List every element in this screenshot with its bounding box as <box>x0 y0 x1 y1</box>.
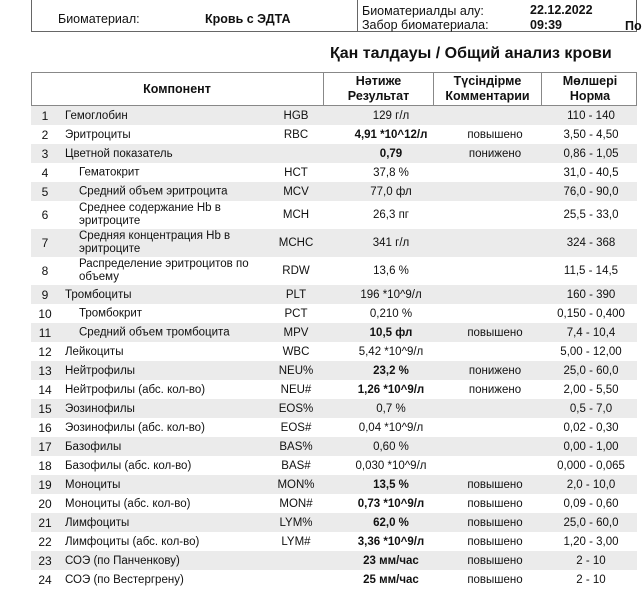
component-code: MON% <box>277 478 315 491</box>
table-row <box>31 551 637 570</box>
table-row <box>31 285 637 304</box>
component-name: Базофилы <box>65 440 122 453</box>
result-value: 196 *10^9/л <box>360 288 422 301</box>
component-name: Лимфоциты (абс. кол-во) <box>65 535 200 548</box>
norm-range: 25,0 - 60,0 <box>563 364 619 377</box>
header-divider <box>357 0 358 32</box>
norm-range: 0,5 - 7,0 <box>569 402 613 415</box>
component-name: Цветной показатель <box>65 147 173 160</box>
result-value: 77,0 фл <box>370 185 412 198</box>
component-code: HGB <box>283 109 309 122</box>
table-row <box>31 361 637 380</box>
result-value: 0,73 *10^9/л <box>357 497 425 510</box>
component-code: MCH <box>282 209 310 221</box>
row-number: 17 <box>38 439 52 454</box>
result-value: 129 г/л <box>372 109 410 122</box>
table-row <box>31 513 637 532</box>
norm-range: 110 - 140 <box>567 109 615 122</box>
component-code: EOS% <box>278 402 314 415</box>
row-number: 7 <box>41 236 49 250</box>
component-code: BAS# <box>281 459 311 472</box>
component-code: MCV <box>283 185 309 198</box>
component-name: Базофилы (абс. кол-во) <box>65 459 192 472</box>
table-row <box>31 257 637 285</box>
component-name: Моноциты <box>65 478 121 491</box>
norm-range: 7,4 - 10,4 <box>566 326 616 339</box>
row-number: 2 <box>41 127 49 142</box>
component-name: СОЭ (по Вестергрену) <box>65 573 184 586</box>
norm-range: 25,0 - 60,0 <box>563 516 619 529</box>
column-header-component: Компонент <box>143 81 211 96</box>
result-value: 1,26 *10^9/л <box>357 383 425 396</box>
component-code: MPV <box>283 326 309 339</box>
component-name: Гемоглобин <box>65 109 128 122</box>
component-code: LYM% <box>279 516 313 529</box>
comment-value: повышено <box>467 326 523 339</box>
norm-range: 76,0 - 90,0 <box>563 185 619 198</box>
row-number: 22 <box>38 534 52 549</box>
comment-value: повышено <box>467 573 523 586</box>
component-name: Эритроциты <box>65 128 131 141</box>
component-name: Нейтрофилы (абс. кол-во) <box>65 383 206 396</box>
result-value: 25 мм/час <box>363 573 419 586</box>
norm-range: 0,000 - 0,065 <box>557 459 625 472</box>
row-number: 9 <box>41 287 49 302</box>
row-number: 6 <box>41 208 49 222</box>
bm-alu-value: 22.12.2022 <box>530 3 593 17</box>
row-number: 23 <box>38 553 52 568</box>
biomaterial-value: Кровь с ЭДТА <box>205 12 291 26</box>
table-row <box>31 163 637 182</box>
table-row <box>31 418 637 437</box>
result-value: 62,0 % <box>373 516 409 529</box>
component-name: Средняя концентрация Hb в эритроците <box>79 230 231 255</box>
patient-header <box>31 0 642 33</box>
result-value: 13,6 % <box>373 265 409 277</box>
table-body <box>31 106 637 589</box>
table-row <box>31 323 637 342</box>
table-row <box>31 494 637 513</box>
comment-value: понижено <box>468 383 522 396</box>
row-number: 3 <box>41 146 49 161</box>
norm-range: 2 - 10 <box>576 554 606 567</box>
comment-value: понижено <box>468 147 522 160</box>
result-value: 0,210 % <box>369 307 413 320</box>
component-code: EOS# <box>280 421 312 434</box>
component-code: PLT <box>285 288 307 301</box>
component-code: HCT <box>284 166 308 179</box>
norm-range: 2,0 - 10,0 <box>566 478 616 491</box>
bm-alu-label: Биоматериалды алу: <box>362 4 484 18</box>
zabor-value: 09:39 <box>530 18 562 32</box>
row-number: 12 <box>38 344 52 359</box>
comment-value: понижено <box>468 364 522 377</box>
component-name: Гематокрит <box>79 166 140 178</box>
component-code: BAS% <box>279 440 313 453</box>
table-row <box>31 125 637 144</box>
row-number: 16 <box>38 420 52 435</box>
result-value: 0,60 % <box>373 440 409 453</box>
result-value: 341 г/л <box>372 237 410 249</box>
table-row <box>31 304 637 323</box>
table-row <box>31 106 637 125</box>
result-value: 4,91 *10^12/л <box>354 128 428 141</box>
page-title: Қан талдауы / Общий анализ крови <box>330 45 612 62</box>
component-name: Средний объем эритроцита <box>79 185 228 197</box>
row-number: 5 <box>41 184 49 199</box>
component-name: Эозинофилы (абс. кол-во) <box>65 421 205 434</box>
component-code: WBC <box>282 345 310 358</box>
comment-value: повышено <box>467 478 523 491</box>
row-number: 1 <box>41 108 49 123</box>
component-code: NEU% <box>278 364 314 377</box>
component-code: MCHC <box>278 237 314 249</box>
result-value: 0,7 % <box>376 402 406 415</box>
result-value: 3,36 *10^9/л <box>357 535 425 548</box>
component-name: СОЭ (по Панченкову) <box>65 554 180 567</box>
row-number: 21 <box>38 515 52 530</box>
norm-range: 0,02 - 0,30 <box>563 421 619 434</box>
result-value: 0,030 *10^9/л <box>355 459 427 472</box>
results-table <box>31 72 637 589</box>
norm-range: 2 - 10 <box>576 573 606 586</box>
norm-range: 0,00 - 1,00 <box>563 440 619 453</box>
row-number: 18 <box>38 458 52 473</box>
row-number: 19 <box>38 477 52 492</box>
norm-range: 31,0 - 40,5 <box>563 166 619 179</box>
norm-range: 11,5 - 14,5 <box>563 265 619 277</box>
result-value: 10,5 фл <box>369 326 413 339</box>
component-name: Моноциты (абс. кол-во) <box>65 497 191 510</box>
component-name: Среднее содержание Hb в эритроците <box>79 202 221 227</box>
table-row <box>31 380 637 399</box>
component-code: LYM# <box>281 535 311 548</box>
row-number: 8 <box>41 264 49 278</box>
biomaterial-label: Биоматериал: <box>58 12 140 26</box>
component-name: Средний объем тромбоцита <box>79 326 230 338</box>
row-number: 20 <box>38 496 52 511</box>
comment-value: повышено <box>467 497 523 510</box>
table-row <box>31 201 637 229</box>
norm-range: 2,00 - 5,50 <box>563 383 619 396</box>
zabor-label: Забор биоматериала: <box>362 18 489 32</box>
component-name: Распределение эритроцитов по объему <box>79 258 249 283</box>
result-value: 37,8 % <box>373 166 409 179</box>
table-row <box>31 399 637 418</box>
table-row <box>31 182 637 201</box>
component-name: Нейтрофилы <box>65 364 136 377</box>
clipped-text: По <box>625 19 642 33</box>
table-row <box>31 229 637 257</box>
norm-range: 25,5 - 33,0 <box>563 209 619 221</box>
result-value: 23 мм/час <box>363 554 419 567</box>
component-code: NEU# <box>280 383 312 396</box>
table-row <box>31 144 637 163</box>
result-value: 23,2 % <box>373 364 409 377</box>
row-number: 10 <box>38 306 52 321</box>
table-row <box>31 342 637 361</box>
row-number: 11 <box>38 325 52 340</box>
norm-range: 0,09 - 0,60 <box>563 497 619 510</box>
component-name: Тромбоциты <box>65 288 132 301</box>
table-row <box>31 475 637 494</box>
component-name: Эозинофилы <box>65 402 135 415</box>
result-value: 5,42 *10^9/л <box>358 345 424 358</box>
comment-value: повышено <box>467 535 523 548</box>
table-header <box>31 72 637 106</box>
component-code: RDW <box>282 265 310 277</box>
table-row <box>31 437 637 456</box>
comment-value: повышено <box>467 554 523 567</box>
norm-range: 3,50 - 4,50 <box>563 128 619 141</box>
result-value: 13,5 % <box>373 478 409 491</box>
norm-range: 160 - 390 <box>566 288 616 301</box>
comment-value: повышено <box>467 128 523 141</box>
row-number: 24 <box>38 572 52 587</box>
table-row <box>31 570 637 589</box>
component-code: MON# <box>279 497 313 510</box>
result-value: 0,04 *10^9/л <box>358 421 424 434</box>
component-name: Лейкоциты <box>65 345 124 358</box>
norm-range: 0,86 - 1,05 <box>563 147 619 160</box>
norm-range: 1,20 - 3,00 <box>563 535 619 548</box>
table-row <box>31 532 637 551</box>
row-number: 14 <box>38 382 52 397</box>
component-code: RBC <box>283 128 309 141</box>
table-row <box>31 456 637 475</box>
component-name: Тромбокрит <box>79 307 143 319</box>
norm-range: 0,150 - 0,400 <box>557 307 625 320</box>
component-name: Лимфоциты <box>65 516 130 529</box>
component-code: PCT <box>284 307 308 320</box>
row-number: 13 <box>38 363 52 378</box>
column-header-norm: Мөлшері Норма <box>562 74 618 103</box>
norm-range: 324 - 368 <box>566 237 616 249</box>
norm-range: 5,00 - 12,00 <box>560 345 622 358</box>
row-number: 15 <box>38 401 52 416</box>
result-value: 26,3 пг <box>373 209 409 221</box>
comment-value: повышено <box>467 516 523 529</box>
result-value: 0,79 <box>379 147 403 160</box>
row-number: 4 <box>41 165 49 180</box>
column-header-result: Нәтиже Результат <box>347 74 410 103</box>
column-header-comment: Түсіндірме Комментарии <box>445 74 530 103</box>
